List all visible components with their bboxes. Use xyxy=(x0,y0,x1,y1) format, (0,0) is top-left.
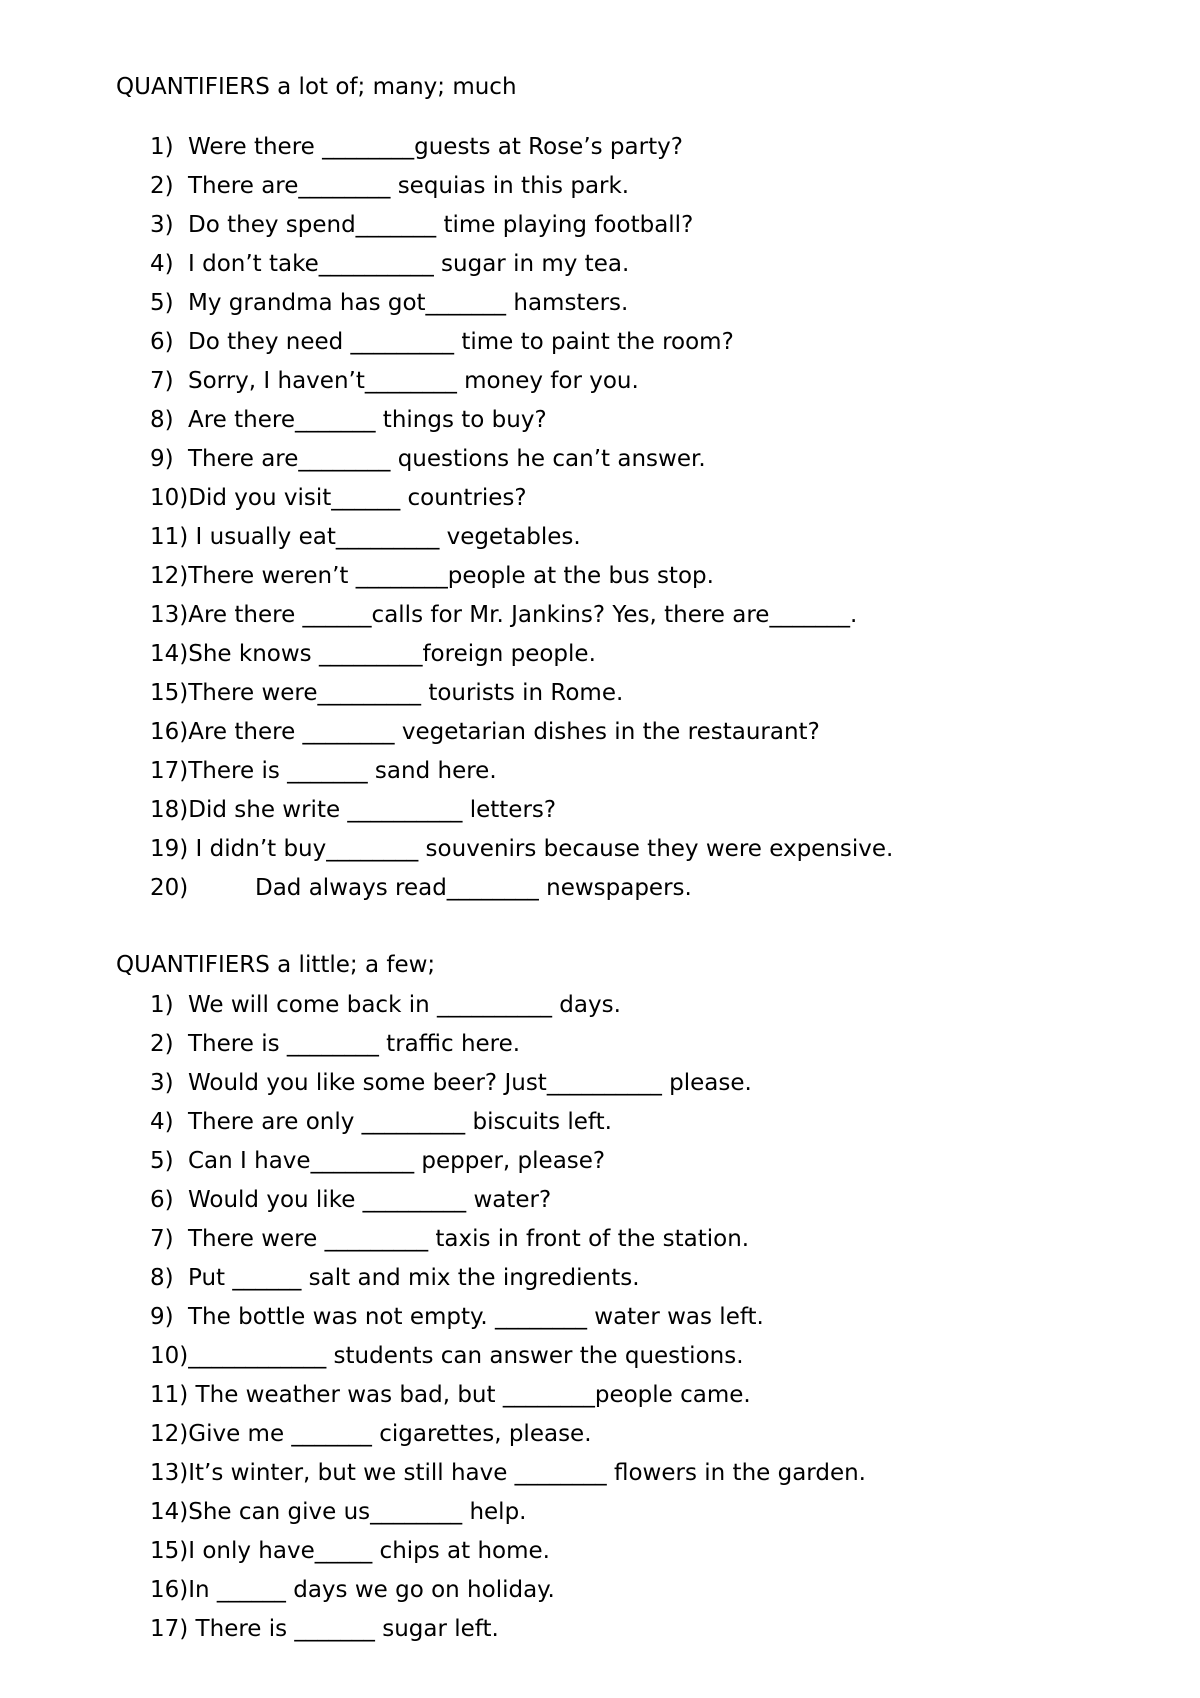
item-text: In ______ days we go on holiday. xyxy=(188,1577,555,1603)
item-number: 2) xyxy=(150,173,174,199)
item-number: 12) xyxy=(150,1421,189,1447)
item-number: 12) xyxy=(150,563,189,589)
exercise-item xyxy=(150,1532,866,1571)
item-number: 5) xyxy=(150,290,174,316)
exercise-item xyxy=(150,323,893,362)
item-number: 20) xyxy=(150,875,189,901)
item-number: 11) xyxy=(150,524,189,550)
exercise-item xyxy=(150,1298,866,1337)
item-text: There is ________ traffic here. xyxy=(188,1031,521,1057)
exercise-item xyxy=(150,401,893,440)
item-number: 4) xyxy=(150,1109,174,1135)
exercise-item xyxy=(150,440,893,479)
item-number: 9) xyxy=(150,446,174,472)
item-text: I only have_____ chips at home. xyxy=(188,1538,550,1564)
item-text: I don’t take__________ sugar in my tea. xyxy=(188,251,630,277)
item-number: 1) xyxy=(150,134,174,160)
item-number: 13) xyxy=(150,602,189,628)
item-text: Dad always read________ newspapers. xyxy=(255,875,692,901)
exercise-item xyxy=(150,1220,866,1259)
exercise-item xyxy=(150,1142,866,1181)
item-text: Are there ________ vegetarian dishes in the restaurant? xyxy=(188,719,820,745)
item-text: It’s winter, but we still have ________ flowers in the garden. xyxy=(188,1460,866,1486)
item-text: There are only _________ biscuits left. xyxy=(188,1109,612,1135)
item-number: 16) xyxy=(150,719,189,745)
item-text: There were_________ tourists in Rome. xyxy=(188,680,624,706)
item-number: 14) xyxy=(150,641,189,667)
item-text: She knows _________foreign people. xyxy=(188,641,596,667)
exercise-item xyxy=(150,479,893,518)
item-text: We will come back in __________ days. xyxy=(188,992,621,1018)
exercise-item xyxy=(150,986,866,1025)
item-text: Put ______ salt and mix the ingredients. xyxy=(188,1265,640,1291)
item-text: Would you like _________ water? xyxy=(188,1187,552,1213)
exercise-item xyxy=(150,713,893,752)
item-text: My grandma has got_______ hamsters. xyxy=(188,290,629,316)
item-number: 1) xyxy=(150,992,174,1018)
exercise-item xyxy=(150,830,893,869)
exercise-item xyxy=(150,284,893,323)
item-number: 6) xyxy=(150,329,174,355)
section-title-little-few: QUANTIFIERS a little; a few; xyxy=(116,952,436,978)
item-number: 3) xyxy=(150,1070,174,1096)
exercise-item xyxy=(150,518,893,557)
item-number: 9) xyxy=(150,1304,174,1330)
item-text: The bottle was not empty. ________ water was left. xyxy=(188,1304,764,1330)
item-number: 19) xyxy=(150,836,189,862)
item-number: 14) xyxy=(150,1499,189,1525)
item-number: 15) xyxy=(150,1538,189,1564)
section-title-many-much: QUANTIFIERS a lot of; many; much xyxy=(116,74,517,100)
exercise-item xyxy=(150,1571,866,1610)
item-text: Give me _______ cigarettes, please. xyxy=(188,1421,592,1447)
exercise-item xyxy=(150,1376,866,1415)
item-number: 4) xyxy=(150,251,174,277)
exercise-item xyxy=(150,1610,866,1649)
exercise-item xyxy=(150,1493,866,1532)
exercise-item xyxy=(150,167,893,206)
exercise-item xyxy=(150,869,893,908)
item-number: 17) xyxy=(150,758,189,784)
exercise-item xyxy=(150,128,893,167)
item-number: 10) xyxy=(150,1343,189,1369)
item-text: Did she write __________ letters? xyxy=(188,797,557,823)
item-text: ____________ students can answer the questions. xyxy=(188,1343,744,1369)
exercise-item xyxy=(150,362,893,401)
exercise-item xyxy=(150,635,893,674)
exercise-item xyxy=(150,674,893,713)
exercise-item xyxy=(150,1181,866,1220)
item-text: There were _________ taxis in front of the station. xyxy=(188,1226,750,1252)
item-text: She can give us________ help. xyxy=(188,1499,527,1525)
item-number: 8) xyxy=(150,1265,174,1291)
item-text: Do they need _________ time to paint the room? xyxy=(188,329,734,355)
item-text: The weather was bad, but ________people came. xyxy=(188,1382,751,1408)
item-number: 3) xyxy=(150,212,174,238)
item-text: Are there ______calls for Mr. Jankins? Yes, there are_______. xyxy=(188,602,858,628)
item-text: There weren’t ________people at the bus stop. xyxy=(188,563,714,589)
exercise-item xyxy=(150,1103,866,1142)
item-text: Did you visit______ countries? xyxy=(188,485,527,511)
item-number: 15) xyxy=(150,680,189,706)
item-number: 10) xyxy=(150,485,189,511)
exercise-item xyxy=(150,557,893,596)
item-text: Can I have_________ pepper, please? xyxy=(188,1148,606,1174)
exercise-item xyxy=(150,245,893,284)
item-number: 8) xyxy=(150,407,174,433)
exercise-list-little-few xyxy=(150,986,866,1649)
item-number: 18) xyxy=(150,797,189,823)
item-text: There are________ sequias in this park. xyxy=(188,173,630,199)
item-number: 6) xyxy=(150,1187,174,1213)
item-text: I didn’t buy________ souvenirs because they were expensive. xyxy=(188,836,894,862)
exercise-item xyxy=(150,596,893,635)
exercise-item xyxy=(150,1025,866,1064)
item-number: 17) xyxy=(150,1616,189,1642)
exercise-item xyxy=(150,206,893,245)
item-text: There is _______ sugar left. xyxy=(188,1616,499,1642)
item-text: There are________ questions he can’t answer. xyxy=(188,446,706,472)
item-text: Were there ________guests at Rose’s party? xyxy=(188,134,683,160)
exercise-item xyxy=(150,1064,866,1103)
item-number: 7) xyxy=(150,1226,174,1252)
item-number: 2) xyxy=(150,1031,174,1057)
item-text: Sorry, I haven’t________ money for you. xyxy=(188,368,639,394)
item-text: Do they spend_______ time playing football? xyxy=(188,212,694,238)
exercise-item xyxy=(150,752,893,791)
exercise-item xyxy=(150,791,893,830)
item-text: Would you like some beer? Just__________ please. xyxy=(188,1070,752,1096)
item-text: I usually eat_________ vegetables. xyxy=(188,524,581,550)
item-number: 13) xyxy=(150,1460,189,1486)
exercise-item xyxy=(150,1337,866,1376)
exercise-item xyxy=(150,1454,866,1493)
exercise-item xyxy=(150,1415,866,1454)
exercise-item xyxy=(150,1259,866,1298)
item-number: 16) xyxy=(150,1577,189,1603)
item-number: 11) xyxy=(150,1382,189,1408)
item-number: 7) xyxy=(150,368,174,394)
item-text: There is _______ sand here. xyxy=(188,758,497,784)
exercise-list-many-much xyxy=(150,128,893,908)
item-number: 5) xyxy=(150,1148,174,1174)
item-text: Are there_______ things to buy? xyxy=(188,407,547,433)
